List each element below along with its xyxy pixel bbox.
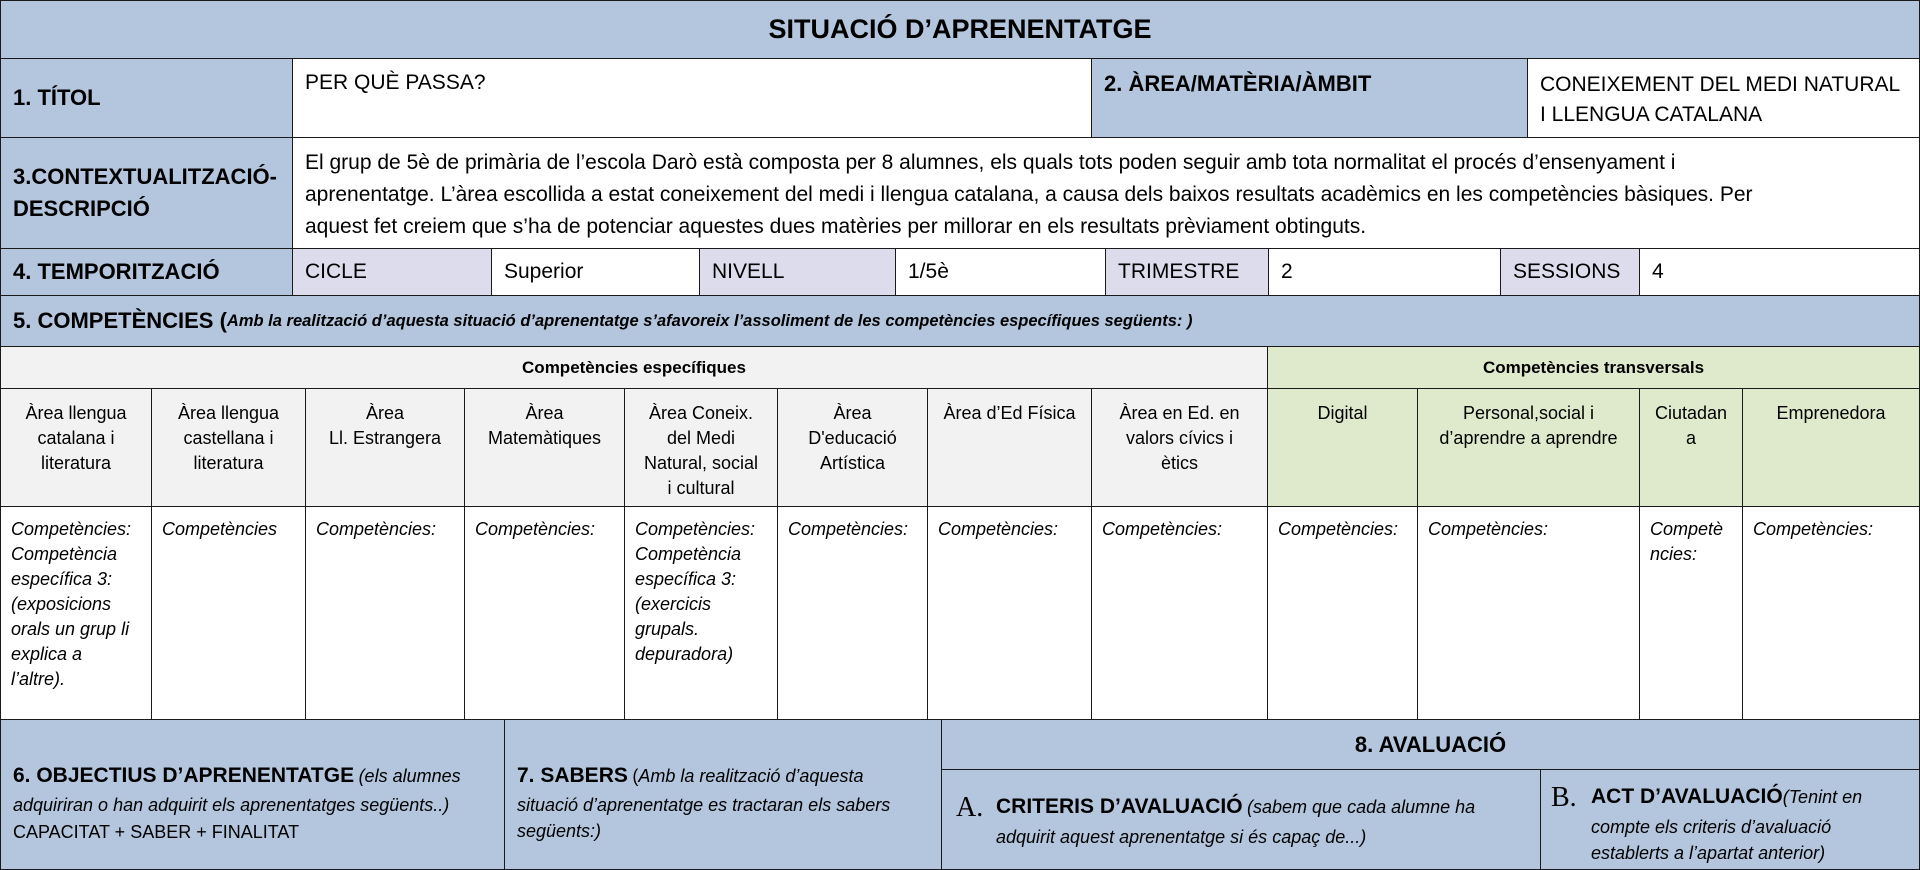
nivell-label: NIVELL bbox=[699, 248, 896, 296]
page-title: SITUACIÓ D’APRENENTATGE bbox=[0, 0, 1920, 59]
area-label: 2. ÀREA/MATÈRIA/ÀMBIT bbox=[1091, 58, 1528, 138]
contextualitzacio-text: El grup de 5è de primària de l’escola Darò està composta per 8 alumnes, els quals tots poden seguir amb tota normalitat el procés d’ensenyament i aprenentatge. L’àrea escollida a estat coneixement del medi i llengua catalana, a causa dels baixos resultats acadèmics en les competències bàsiques. Per aquest fet creiem que s’ha de potenciar aquestes dues matèries per millorar en els resultats prèviament obtinguts. bbox=[292, 137, 1920, 249]
cicle-value: Superior bbox=[491, 248, 700, 296]
col-header-llengua-estrangera: Àrea Ll. Estrangera bbox=[305, 388, 465, 507]
col-header-valors-civics: Àrea en Ed. en valors cívics i ètics bbox=[1091, 388, 1268, 507]
col-header-educacio-fisica: Àrea d’Ed Física bbox=[927, 388, 1092, 507]
contextualitzacio-label: 3.CONTEXTUALITZACIÓ- DESCRIPCIÓ bbox=[0, 137, 293, 249]
col-header-personal-social: Personal,social i d’aprendre a aprendre bbox=[1417, 388, 1640, 507]
sabers-section: 7. SABERS (Amb la realització d’aquesta situació d’aprenentatge es tractaran els sabers següents:) bbox=[504, 719, 942, 870]
competencies-cell-educacio-fisica: Competències: bbox=[927, 506, 1092, 720]
competencies-cell-valors-civics: Competències: bbox=[1091, 506, 1268, 720]
col-header-educacio-artistica: Àrea D'educació Artística bbox=[777, 388, 928, 507]
act-avaluacio: B. ACT D’AVALUACIÓ(Tenint en compte els criteris d’avaluació establerts a l’apartat anterior) bbox=[1540, 769, 1920, 870]
avaluacio-title: 8. AVALUACIÓ bbox=[941, 719, 1920, 770]
group-transversals: Competències transversals bbox=[1267, 346, 1920, 389]
titol-label: 1. TÍTOL bbox=[0, 58, 293, 138]
trimestre-label: TRIMESTRE bbox=[1105, 248, 1269, 296]
competencies-cell-ciutadana: Competè ncies: bbox=[1639, 506, 1743, 720]
competencies-cell-medi-natural: Competències: Competència específica 3: (exercicis grupals. depuradora) bbox=[624, 506, 778, 720]
col-header-llengua-catalana: Àrea llengua catalana i literatura bbox=[0, 388, 152, 507]
area-value: CONEIXEMENT DEL MEDI NATURAL I LLENGUA CATALANA bbox=[1527, 58, 1920, 138]
col-header-medi-natural: Àrea Coneix. del Medi Natural, social i cultural bbox=[624, 388, 778, 507]
criteris-avaluacio: A. CRITERIS D’AVALUACIÓ (sabem que cada alumne ha adquirit aquest aprenentatge si és capaç de...) bbox=[941, 769, 1541, 870]
titol-value: PER QUÈ PASSA? bbox=[292, 58, 1092, 138]
competencies-cell-personal-social: Competències: bbox=[1417, 506, 1640, 720]
competencies-cell-llengua-estrangera: Competències: bbox=[305, 506, 465, 720]
trimestre-value: 2 bbox=[1268, 248, 1501, 296]
competencies-cell-educacio-artistica: Competències: bbox=[777, 506, 928, 720]
cicle-label: CICLE bbox=[292, 248, 492, 296]
nivell-value: 1/5è bbox=[895, 248, 1106, 296]
competencies-cell-digital: Competències: bbox=[1267, 506, 1418, 720]
competencies-header: 5. COMPETÈNCIES ( Amb la realització d’aquesta situació d’aprenentatge s’afavoreix l’assoliment de les competències específiques següents: ) bbox=[0, 295, 1920, 347]
objectius-section: 6. OBJECTIUS D’APRENENTATGE (els alumnes adquiriran o han adquirit els aprenentatges següents..) CAPACITAT + SABER + FINALITAT bbox=[0, 719, 505, 870]
col-header-digital: Digital bbox=[1267, 388, 1418, 507]
col-header-llengua-castellana: Àrea llengua castellana i literatura bbox=[151, 388, 306, 507]
sessions-value: 4 bbox=[1639, 248, 1920, 296]
temporitzacio-label: 4. TEMPORITZACIÓ bbox=[0, 248, 293, 296]
col-header-matematiques: Àrea Matemàtiques bbox=[464, 388, 625, 507]
competencies-cell-llengua-catalana: Competències: Competència específica 3: (exposicions orals un grup li explica a l’altre). bbox=[0, 506, 152, 720]
competencies-cell-emprenedora: Competències: bbox=[1742, 506, 1920, 720]
col-header-ciutadana: Ciutadan a bbox=[1639, 388, 1743, 507]
competencies-cell-matematiques: Competències: bbox=[464, 506, 625, 720]
group-especifiques: Competències específiques bbox=[0, 346, 1268, 389]
sessions-label: SESSIONS bbox=[1500, 248, 1640, 296]
col-header-emprenedora: Emprenedora bbox=[1742, 388, 1920, 507]
competencies-cell-llengua-castellana: Competències bbox=[151, 506, 306, 720]
